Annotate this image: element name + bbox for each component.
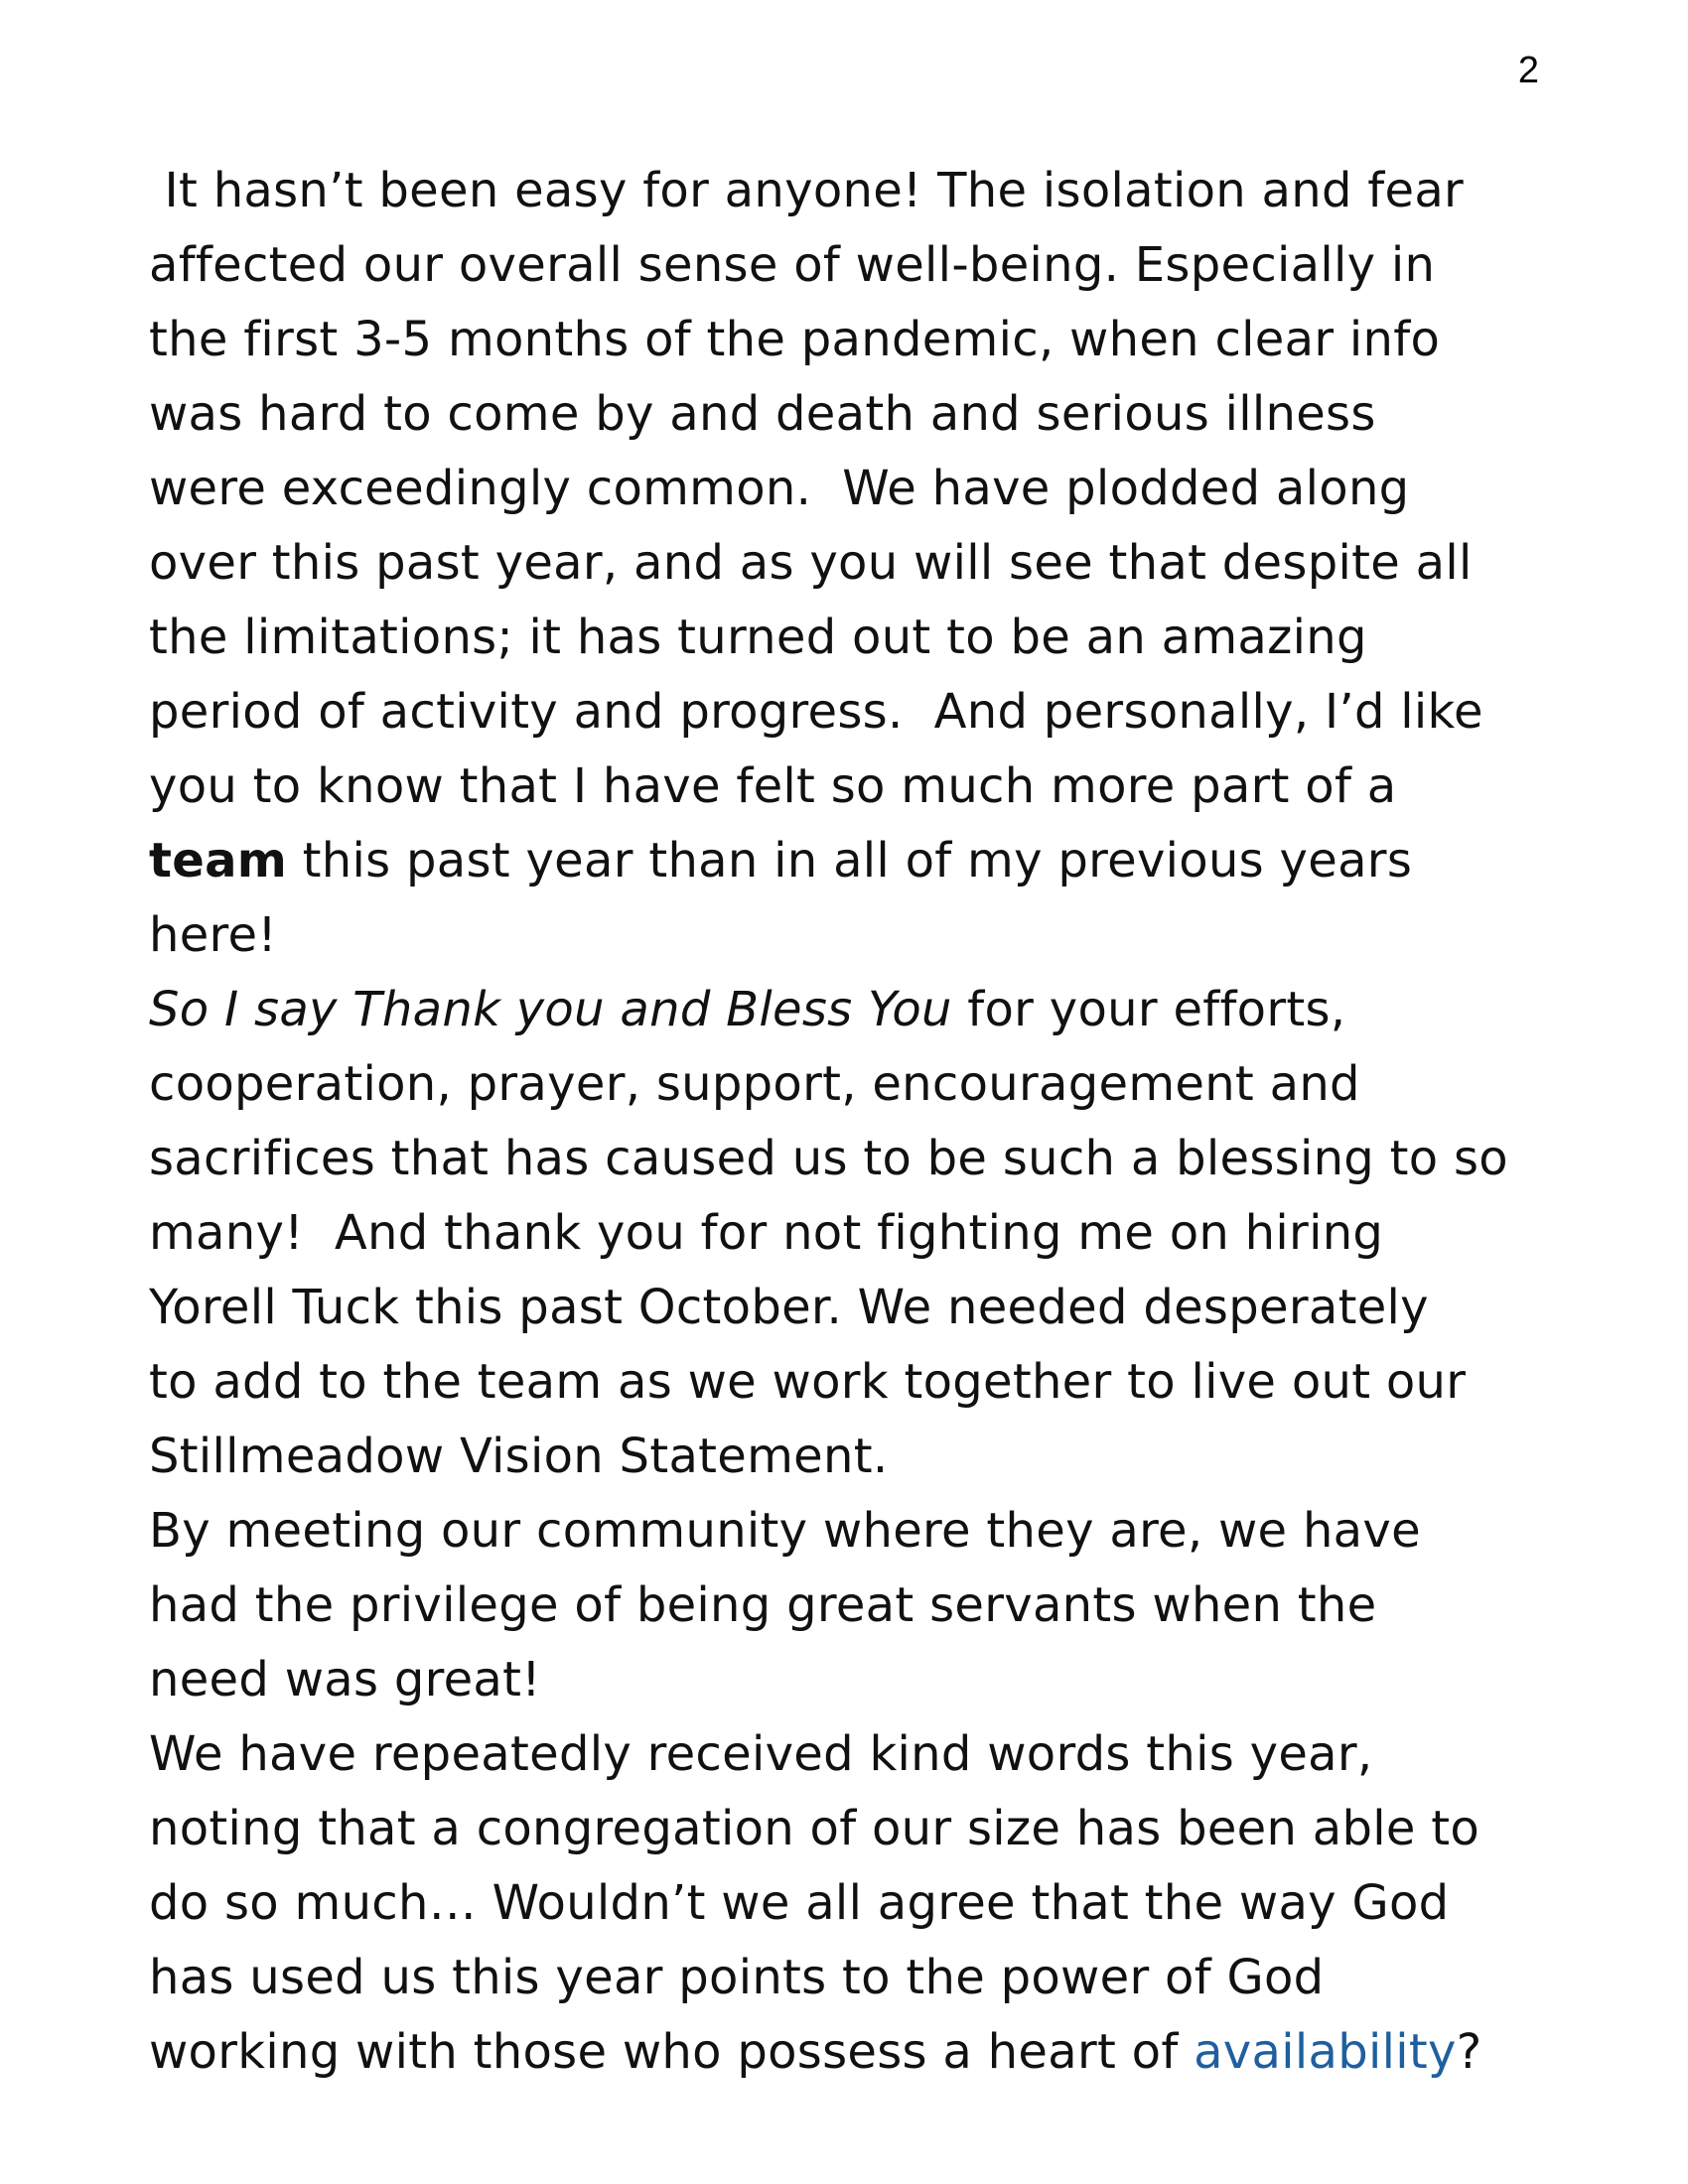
paragraph-4-line: We have repeatedly received kind words this year, (149, 1726, 1373, 1782)
availability-link[interactable]: availability (1194, 2024, 1457, 2080)
paragraph-1-line: It hasn’t been easy for anyone! The isolation and fear (149, 163, 1465, 218)
paragraph-4-line: do so much… Wouldn’t we all agree that the way God (149, 1875, 1450, 1931)
paragraph-4-line (149, 2015, 1579, 2090)
letter-body (149, 154, 1579, 2090)
paragraph-4-line: has used us this year points to the power of God (149, 1950, 1325, 2005)
paragraph-2-line (149, 973, 1579, 1047)
paragraph-1-line: were exceedingly common. We have plodded along (149, 461, 1410, 516)
paragraph-1-line: over this past year, and as you will see that despite all (149, 535, 1473, 591)
page-number: 2 (1517, 50, 1539, 91)
paragraph-1-line: the limitations; it has turned out to be an amazing (149, 610, 1367, 665)
paragraph-2-line: cooperation, prayer, support, encouragement and (149, 1056, 1360, 1112)
paragraph-1-line: the first 3-5 months of the pandemic, when clear info (149, 312, 1441, 367)
team-emphasis: team (149, 833, 288, 888)
paragraph-1-line: affected our overall sense of well-being. Especially in (149, 237, 1436, 293)
line-text: ? (1456, 2024, 1482, 2080)
paragraph-3-line: had the privilege of being great servants when the (149, 1577, 1377, 1633)
line-text: for your efforts, (951, 982, 1346, 1037)
line-text: working with those who possess a heart of (149, 2024, 1195, 2080)
paragraph-1-line: was hard to come by and death and serious illness (149, 386, 1376, 442)
thank-you-emphasis: So I say Thank you and Bless You (149, 982, 952, 1037)
paragraph-2-line: Stillmeadow Vision Statement. (149, 1429, 889, 1484)
paragraph-1-line: period of activity and progress. And personally, I’d like (149, 684, 1483, 740)
paragraph-1-line: you to know that I have felt so much more part of a (149, 758, 1397, 814)
paragraph-1-line: here! (149, 907, 277, 963)
paragraph-2-line: many! And thank you for not fighting me on hiring (149, 1205, 1384, 1261)
paragraph-2-line: sacrifices that has caused us to be such a blessing to so (149, 1131, 1508, 1186)
line-text: this past year than in all of my previous years (287, 833, 1413, 888)
paragraph-1-line (149, 824, 1579, 898)
paragraph-2-line: to add to the team as we work together to live out our (149, 1354, 1467, 1410)
paragraph-2-line: Yorell Tuck this past October. We needed desperately (149, 1280, 1429, 1335)
paragraph-3-line: need was great! (149, 1652, 541, 1707)
paragraph-3-line: By meeting our community where they are, we have (149, 1503, 1421, 1559)
paragraph-4-line: noting that a congregation of our size has been able to (149, 1801, 1480, 1856)
